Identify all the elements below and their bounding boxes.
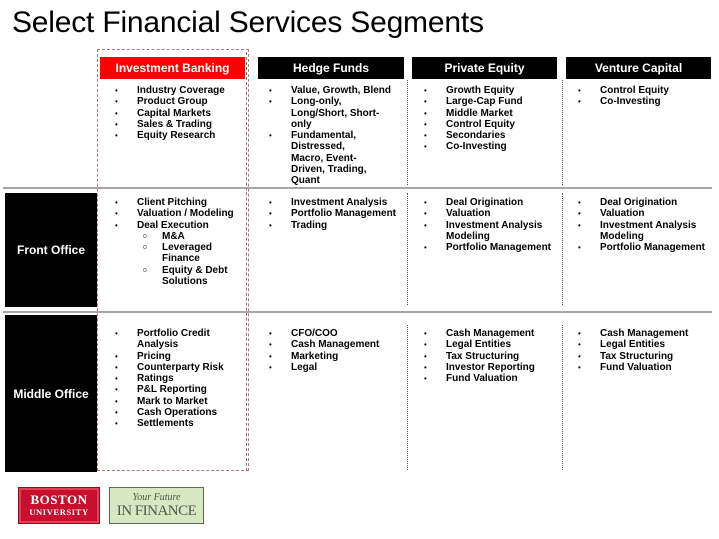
row-divider <box>3 187 712 189</box>
boston-university-logo: BOSTON UNIVERSITY <box>18 487 100 524</box>
list-item: • Fundamental, Distressed, Macro, Event-Driven, Trading, Quant <box>266 130 376 186</box>
column-divider <box>407 325 408 470</box>
list-item: • Middle Market <box>421 108 556 119</box>
list-item: • Cash Management <box>266 339 406 350</box>
list-item: • Marketing <box>266 351 406 362</box>
list-item: • Investment Analysis <box>266 197 406 208</box>
row-label-front-office: Front Office <box>5 193 97 307</box>
list-item: • Investment Analysis Modeling <box>421 220 546 243</box>
column-divider <box>562 193 563 305</box>
list-item: • Portfolio Credit Analysis <box>112 328 230 351</box>
list-item: • Legal <box>266 362 406 373</box>
list-item: • Deal Origination <box>575 197 717 208</box>
list-item: • Sales & Trading <box>112 119 242 130</box>
middle-office-private-equity <box>421 328 561 384</box>
overview-investment-banking <box>112 85 242 141</box>
list-item: • Equity Research <box>112 130 242 141</box>
list-item: • Industry Coverage <box>112 85 242 96</box>
middle-office-hedge-funds <box>266 328 406 373</box>
sub-list-item: o Leveraged Finance <box>112 242 222 265</box>
column-divider <box>407 80 408 185</box>
list-item: • Trading <box>266 220 406 231</box>
list-item: • Ratings <box>112 373 230 384</box>
list-item: • Co-Investing <box>575 96 715 107</box>
column-header-hedge-funds: Hedge Funds <box>258 57 404 79</box>
page-title: Select Financial Services Segments <box>12 6 484 39</box>
front-office-hedge-funds <box>266 197 406 231</box>
list-item: • Portfolio Management <box>266 208 406 219</box>
list-item: • Deal Origination <box>421 197 561 208</box>
column-header-investment-banking: Investment Banking <box>100 57 245 79</box>
list-item: • Long-only, Long/Short, Short-only <box>266 96 381 130</box>
front-office-venture-capital <box>575 197 717 253</box>
row-label-middle-office: Middle Office <box>5 315 97 472</box>
list-item: • Counterparty Risk <box>112 362 230 373</box>
list-item: • Legal Entities <box>421 339 561 350</box>
sub-list-item: o M&A <box>112 231 244 242</box>
list-item: • Value, Growth, Blend <box>266 85 401 96</box>
list-item: • Secondaries <box>421 130 556 141</box>
list-item: • Valuation <box>575 208 717 219</box>
overview-venture-capital <box>575 85 715 108</box>
overview-private-equity <box>421 85 556 153</box>
list-item: • Valuation <box>421 208 561 219</box>
list-item: • Cash Operations <box>112 407 230 418</box>
column-divider <box>562 325 563 470</box>
middle-office-venture-capital <box>575 328 717 373</box>
list-item: • Fund Valuation <box>421 373 561 384</box>
list-item: • Cash Management <box>421 328 561 339</box>
list-item: • Growth Equity <box>421 85 556 96</box>
column-divider <box>562 80 563 185</box>
your-future-in-finance-logo: Your Future IN FINANCE <box>109 487 204 524</box>
middle-office-investment-banking <box>112 328 230 430</box>
row-divider <box>3 311 712 313</box>
list-item: • Investor Reporting <box>421 362 561 373</box>
column-header-venture-capital: Venture Capital <box>566 57 711 79</box>
list-item: • Settlements <box>112 418 230 429</box>
sub-list-item: o Equity & Debt Solutions <box>112 265 237 288</box>
investment-banking-frame-inner-edge <box>246 52 247 471</box>
list-item: • Cash Management <box>575 328 717 339</box>
list-item: • Portfolio Management <box>421 242 561 253</box>
list-item: • Control Equity <box>575 85 715 96</box>
list-item: • P&L Reporting <box>112 384 230 395</box>
list-item: • Investment Analysis Modeling <box>575 220 700 243</box>
list-item: • Valuation / Modeling <box>112 208 244 219</box>
list-item: • Deal Execution <box>112 220 244 231</box>
list-item: • Product Group <box>112 96 242 107</box>
list-item: • Legal Entities <box>575 339 717 350</box>
column-divider <box>407 193 408 305</box>
list-item: • Portfolio Management <box>575 242 717 253</box>
list-item: • Large-Cap Fund <box>421 96 556 107</box>
list-item: • Control Equity <box>421 119 556 130</box>
list-item: • Tax Structuring <box>421 351 561 362</box>
list-item: • Capital Markets <box>112 108 242 119</box>
column-header-private-equity: Private Equity <box>412 57 557 79</box>
list-item: • Tax Structuring <box>575 351 717 362</box>
list-item: • Fund Valuation <box>575 362 717 373</box>
front-office-private-equity <box>421 197 561 253</box>
list-item: • Mark to Market <box>112 396 230 407</box>
list-item: • Client Pitching <box>112 197 244 208</box>
list-item: • Pricing <box>112 351 230 362</box>
front-office-investment-banking <box>112 197 244 287</box>
overview-hedge-funds <box>266 85 401 187</box>
list-item: • Co-Investing <box>421 141 556 152</box>
list-item: • CFO/COO <box>266 328 406 339</box>
